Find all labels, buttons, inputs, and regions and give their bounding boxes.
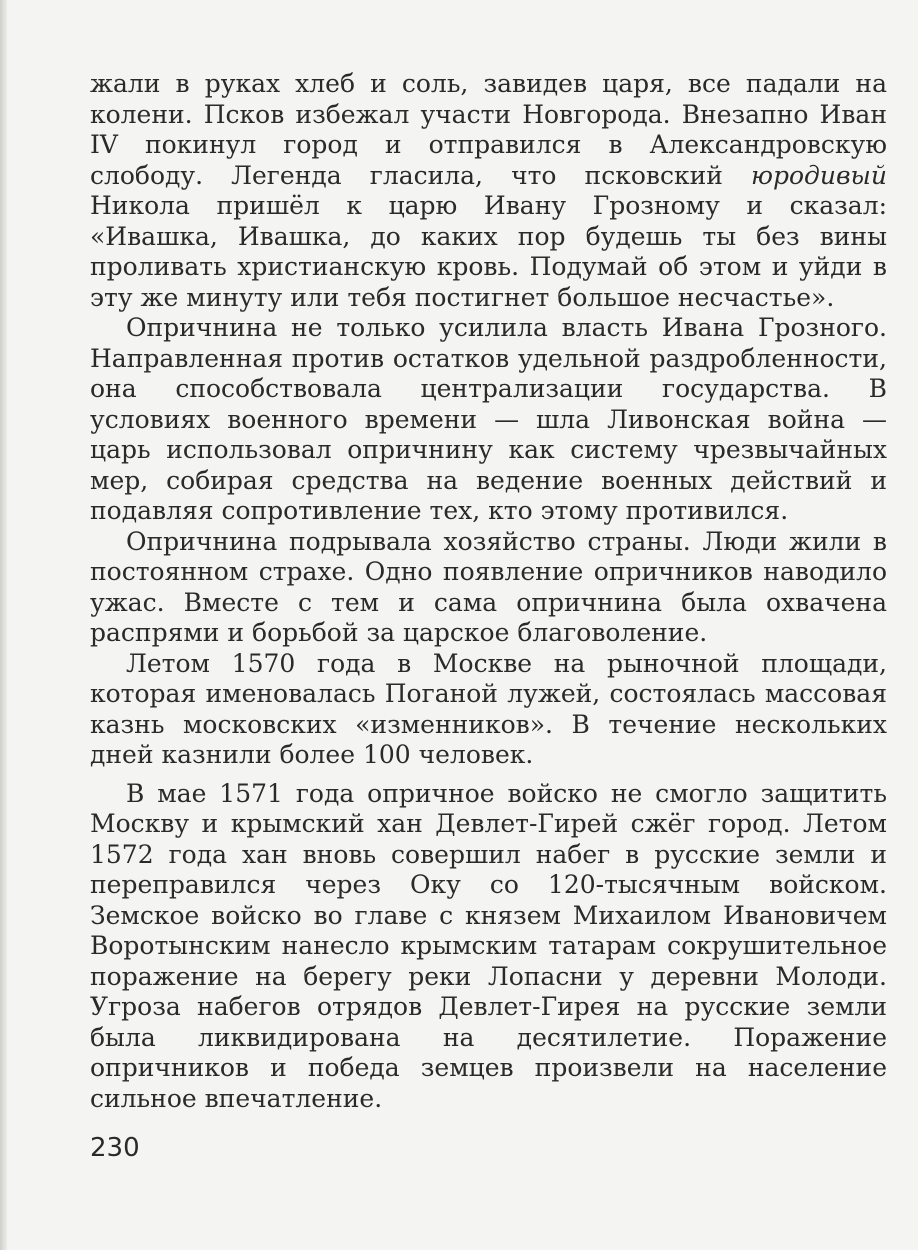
paragraph-1 — [90, 69, 887, 313]
paragraph-5: В мае 1571 года опричное войско не смогло защитить Москву и крымский хан Девлет-Гирей сжёг город. Летом 1572 года хан вновь совершил набег в русские земли и переправился через Оку со 120-тысячным войском. Земское войско во главе с князем Михаилом Ивановичем Воротынским нанесло крымским татарам сокрушительное поражение на берегу реки Лопасни у деревни Молоди. Угроза набегов отрядов Девлет-Гирея на русские земли была ликвидирована на десятилетие. Поражение опричников и победа земцев произвели на население сильное впечатление. — [90, 778, 887, 1113]
page-binding-edge — [0, 0, 7, 1250]
paragraph-4: Летом 1570 года в Москве на рыночной площади, которая именовалась Поганой лужей, состоялась массовая казнь московских «изменников». В течение нескольких дней казнили более 100 человек. — [90, 648, 887, 769]
paragraph-1-start: жали в руках хлеб и соль, завидев царя, все падали на колени. Псков избежал участи Новгорода. Внезапно Иван IV покинул город и отправился в Александровскую слободу. Легенда гласила, что псковский — [90, 69, 887, 190]
paragraph-3: Опричнина подрывала хозяйство страны. Люди жили в постоянном страхе. Одно появление опричников наводило ужас. Вместе с тем и сама опричнина была охвачена распрями и борьбой за царское благоволение. — [90, 526, 887, 647]
body-text — [90, 69, 887, 1114]
paragraph-2: Опричнина не только усилила власть Ивана Грозного. Направленная против остатков удельной раздробленности, она способствовала централизации государства. В условиях военного времени — шла Ливонская война — царь использовал опричнину как систему чрезвычайных мер, собирая средства на ведение военных действий и подавляя сопротивление тех, кто этому противился. — [90, 313, 887, 525]
paragraph-1-end: Никола пришёл к царю Ивану Грозному и сказал: «Ивашка, Ивашка, до каких пор будешь ты без вины проливать христианскую кровь. Подумай об этом и уйди в эту же минуту или тебя постигнет большое несчастье». — [90, 191, 887, 312]
italic-term: юродивый — [750, 160, 887, 190]
page-number: 230 — [90, 1133, 140, 1163]
